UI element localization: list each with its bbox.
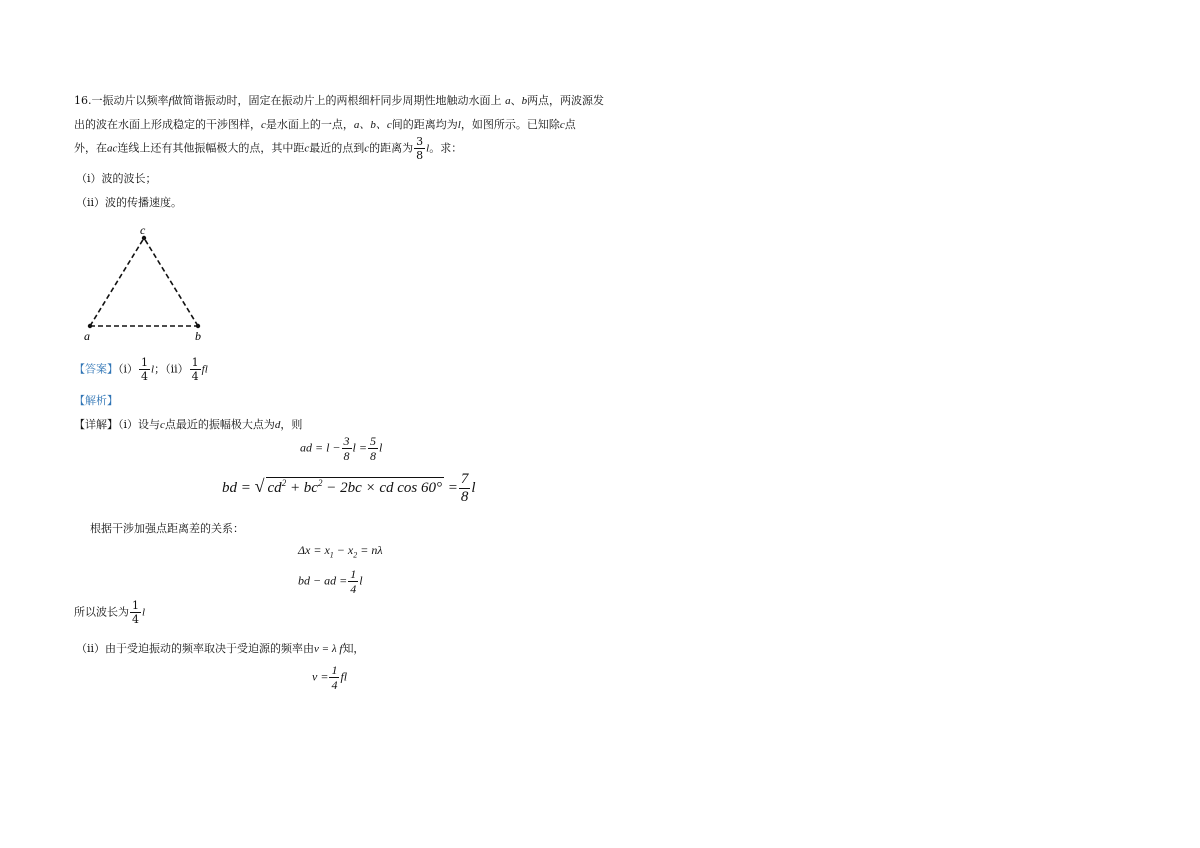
question-text: 最近的点到	[309, 141, 365, 155]
var-c: c	[160, 419, 165, 431]
detail-text: 所以波长为	[74, 605, 129, 619]
var-c: c	[559, 119, 565, 131]
question-text: 的距离为	[369, 141, 414, 155]
var-f: f	[168, 95, 172, 107]
question-text: 点	[564, 118, 576, 131]
edge-ac	[90, 238, 144, 326]
fraction-1-4: $\frac{1}{4}$	[350, 567, 357, 596]
label-c: c	[140, 223, 146, 237]
part-2-explanation	[76, 640, 364, 656]
triangle-figure	[80, 222, 215, 347]
equation-v-lambda-f: v = λ f	[314, 643, 343, 655]
var-a: a	[505, 95, 511, 107]
detail-intro	[74, 416, 302, 432]
var-c: c	[304, 142, 310, 155]
question-line-1	[74, 92, 604, 108]
question-text: 出的波在水面上形成稳定的干涉图样，	[74, 118, 261, 131]
fraction-1-4: $\frac{1}{4}$	[191, 356, 199, 383]
question-line-2	[74, 116, 576, 132]
separator: 、	[510, 94, 522, 107]
question-text: 间的距离均为	[391, 118, 458, 131]
separator: ；	[154, 362, 166, 376]
detail-text: ，则	[280, 418, 303, 431]
analysis-tag: 【解析】	[74, 394, 118, 407]
question-part-1: （i）波的波长；	[76, 172, 157, 185]
fraction-7-8: $\frac{7}{8}$	[460, 471, 469, 505]
label-a: a	[84, 329, 90, 343]
point-b	[196, 324, 200, 328]
detail-text: （i）设与	[118, 418, 161, 431]
fraction-3-8: $\frac{3}{8}$	[343, 434, 350, 463]
equation-ad: ad = l − $\frac{3}{8}$ l = $\frac{5}{8}$ l	[300, 434, 383, 463]
equation-bd: bd = √ $cd^2 + bc^2 - 2bc$ × cd cos 60° = $\frac{7}{8}$ l	[222, 471, 476, 505]
equation-delta-x: $\Delta x = x_1 - x_2 = n\lambda$	[298, 543, 383, 560]
var-l: l	[151, 363, 155, 376]
var-l: l	[426, 142, 430, 155]
answer-part-1-label: （i）	[118, 362, 139, 376]
answer-part-2-label: （ii）	[165, 362, 189, 376]
var-d: d	[274, 419, 281, 431]
fraction-3-8: $\frac{3}{8}$	[416, 135, 424, 162]
sqrt-symbol: √	[254, 475, 265, 496]
point-a	[88, 324, 92, 328]
var-c: c	[364, 142, 370, 155]
detail-tag: 【详解】	[74, 418, 118, 431]
var-ac: ac	[107, 142, 118, 155]
radicand: $cd^2 + bc^2 - 2bc$ × cd cos 60°	[267, 477, 443, 496]
question-text: 16.一振动片以频率	[74, 94, 169, 107]
edge-bc	[144, 238, 198, 326]
question-text: 外，在	[74, 141, 107, 155]
detail-text: 知，	[342, 642, 365, 655]
relation-text: 根据干涉加强点距离差的关系：	[90, 522, 244, 535]
question-text: 两点，两波源发	[527, 94, 605, 107]
detail-text: 点最近的振幅极大点为	[164, 418, 275, 431]
var-c: c	[261, 119, 266, 131]
var-l: l	[142, 606, 146, 619]
label-b: b	[195, 329, 201, 343]
question-part-2: （ii）波的传播速度。	[76, 196, 183, 209]
equation-bd-minus-ad: bd − ad = $\frac{1}{4}$ l	[298, 567, 363, 596]
question-text: 是水面上的一点，	[265, 118, 354, 131]
question-text: 做简谐振动时，固定在振动片上的两根细杆同步周期性地触动水面上	[171, 94, 502, 107]
fraction-1-4: $\frac{1}{4}$	[331, 663, 338, 692]
detail-text: （ii）由于受迫振动的频率取决于受迫源的频率由	[76, 642, 315, 655]
var-abc: a、b、c	[353, 119, 392, 131]
answer-line	[74, 357, 208, 382]
question-line-3	[74, 136, 462, 161]
question-text: 连线上还有其他振幅极大的点，其中距	[117, 141, 305, 155]
fraction-1-4: $\frac{1}{4}$	[141, 356, 149, 383]
equation-v: v = $\frac{1}{4}$ fl	[312, 663, 348, 692]
conclusion-line	[74, 600, 145, 625]
question-text: 。求：	[429, 141, 463, 155]
fraction-1-4: $\frac{1}{4}$	[132, 599, 139, 626]
answer-tag: 【答案】	[74, 362, 118, 376]
question-text: ，如图所示。已知除	[460, 118, 560, 131]
var-b: b	[521, 95, 528, 107]
var-l: l	[457, 119, 461, 131]
fraction-5-8: $\frac{5}{8}$	[369, 434, 376, 463]
var-fl: fl	[201, 363, 208, 376]
